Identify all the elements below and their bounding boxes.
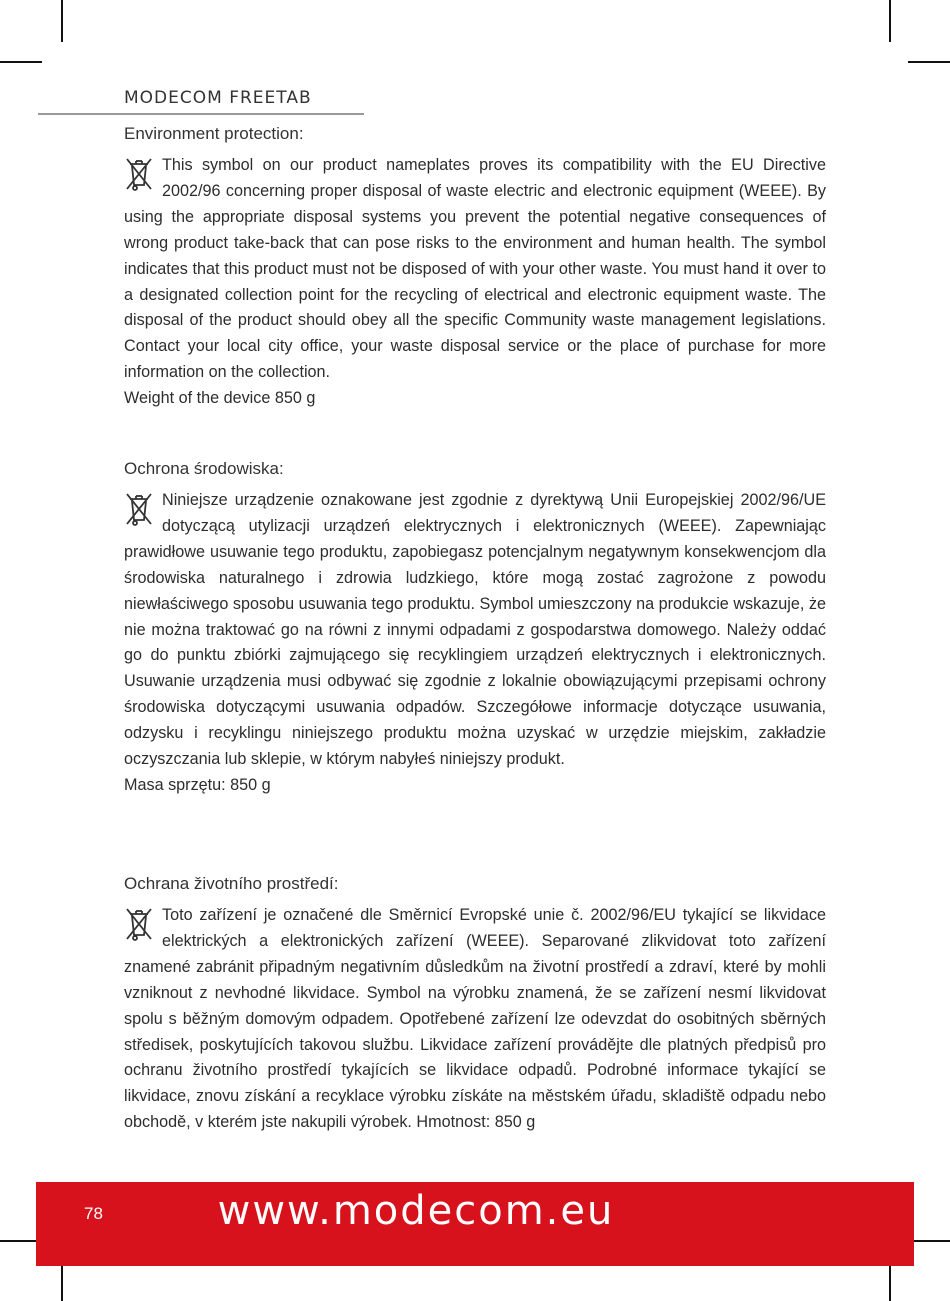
weee-bin-icon (124, 155, 154, 195)
section-title: Ochrana životního prostředí: (124, 874, 339, 893)
header-title: MODECOM FREETAB (124, 88, 312, 108)
section-ochrana-zivotniho-prostredi (124, 871, 826, 1136)
crop-mark (908, 1240, 950, 1242)
section-body (124, 488, 826, 773)
footer-url-link[interactable]: www.modecom.eu (217, 1188, 615, 1234)
device-weight: Weight of the device 850 g (124, 389, 316, 408)
crop-mark (908, 61, 950, 63)
weee-bin-icon (124, 905, 154, 945)
device-weight: Masa sprzętu: 850 g (124, 775, 271, 794)
crop-mark (61, 0, 63, 42)
device-weight: Hmotnost: 850 g (416, 1113, 536, 1132)
header-rule (38, 113, 364, 115)
section-ochrona-srodowiska (124, 456, 826, 799)
section-body-text: Toto zařízení je označené dle Směrnicí Evropské unie č. 2002/96/EU tykající se likvidace elektrických a elektronických zařízení (WEEE). Separované zlikvidovat toto zařízení znamené zabránit připadným negativním důsledkům na životní prostředí a zdraví, které by mohli vzniknout z nevhodné likvidace. Symbol na výrobku znamená, že se zařízení nesmí likvidovat spolu s běžným domovým odpadem. Opotřebené zařízení lze odevzdat do osobitných sběrných středisek, poskytujících takovou službu. Likvidace zařízení provádějte dle platných předpisů pro ochranu životního prostředí tykajících se likvidace odpadů. Podrobné informace tykající se likvidace, znovu získání a recyklace výrobku získáte na městském úřadu, skladiště odpadu nebo obchodě, v kterém jste nakupili výrobek. (124, 906, 826, 1132)
section-body-text: Niniejsze urządzenie oznakowane jest zgodnie z dyrektywą Unii Europejskiej 2002/96/UE dotyczącą utylizacji urządzeń elektrycznych i elektronicznych (WEEE). Zapewniając prawidłowe usuwanie tego produktu, zapobiegasz potencjalnym negatywnym konsekwencjom dla środowiska naturalnego i zdrowia ludzkiego, które mogą zostać zagrożone z powodu niewłaściwego sposobu usuwania tego produktu. Symbol umieszczony na produkcie wskazuje, że nie można traktować go na równi z innymi odpadami z gospodarstwa domowego. Należy oddać go do punktu zbiórki zajmującego się recyklingiem urządzeń elektrycznych i elektronicznych. Usuwanie urządzenia musi odbywać się zgodnie z lokalnie obowiązującymi przepisami ochrony środowiska dotyczącymi usuwania odpadów. Szczegółowe informacje dotyczące usuwania, odzysku i recyklingu niniejszego produktu można uzyskać w urzędzie miejskim, zakładzie oczyszczania lub sklepie, w którym nabyłeś niniejszy produkt. (124, 491, 826, 769)
section-body (124, 903, 826, 1136)
crop-mark (0, 61, 42, 63)
weee-bin-icon (124, 490, 154, 530)
section-body-text: This symbol on our product nameplates proves its compatibility with the EU Directive 2002/96 concerning proper disposal of waste electric and electronic equipment (WEEE). By using the appropriate disposal systems you prevent the potential negative consequences of wrong product take-back that can pose risks to the environment and human health. The symbol indicates that this product must not be disposed of with your other waste. You must hand it over to a designated collection point for the recycling of electrical and electronic equipment waste. The disposal of the product should obey all the specific Community waste management legislations. Contact your local city office, your waste disposal service or the place of purchase for more information on the collection. (124, 156, 826, 382)
section-body (124, 153, 826, 386)
section-title: Ochrona środowiska: (124, 459, 284, 478)
page-number: 78 (84, 1204, 103, 1223)
crop-mark (889, 0, 891, 42)
section-environment-protection (124, 121, 826, 412)
section-title: Environment protection: (124, 124, 304, 143)
footer-bar (36, 1182, 914, 1266)
